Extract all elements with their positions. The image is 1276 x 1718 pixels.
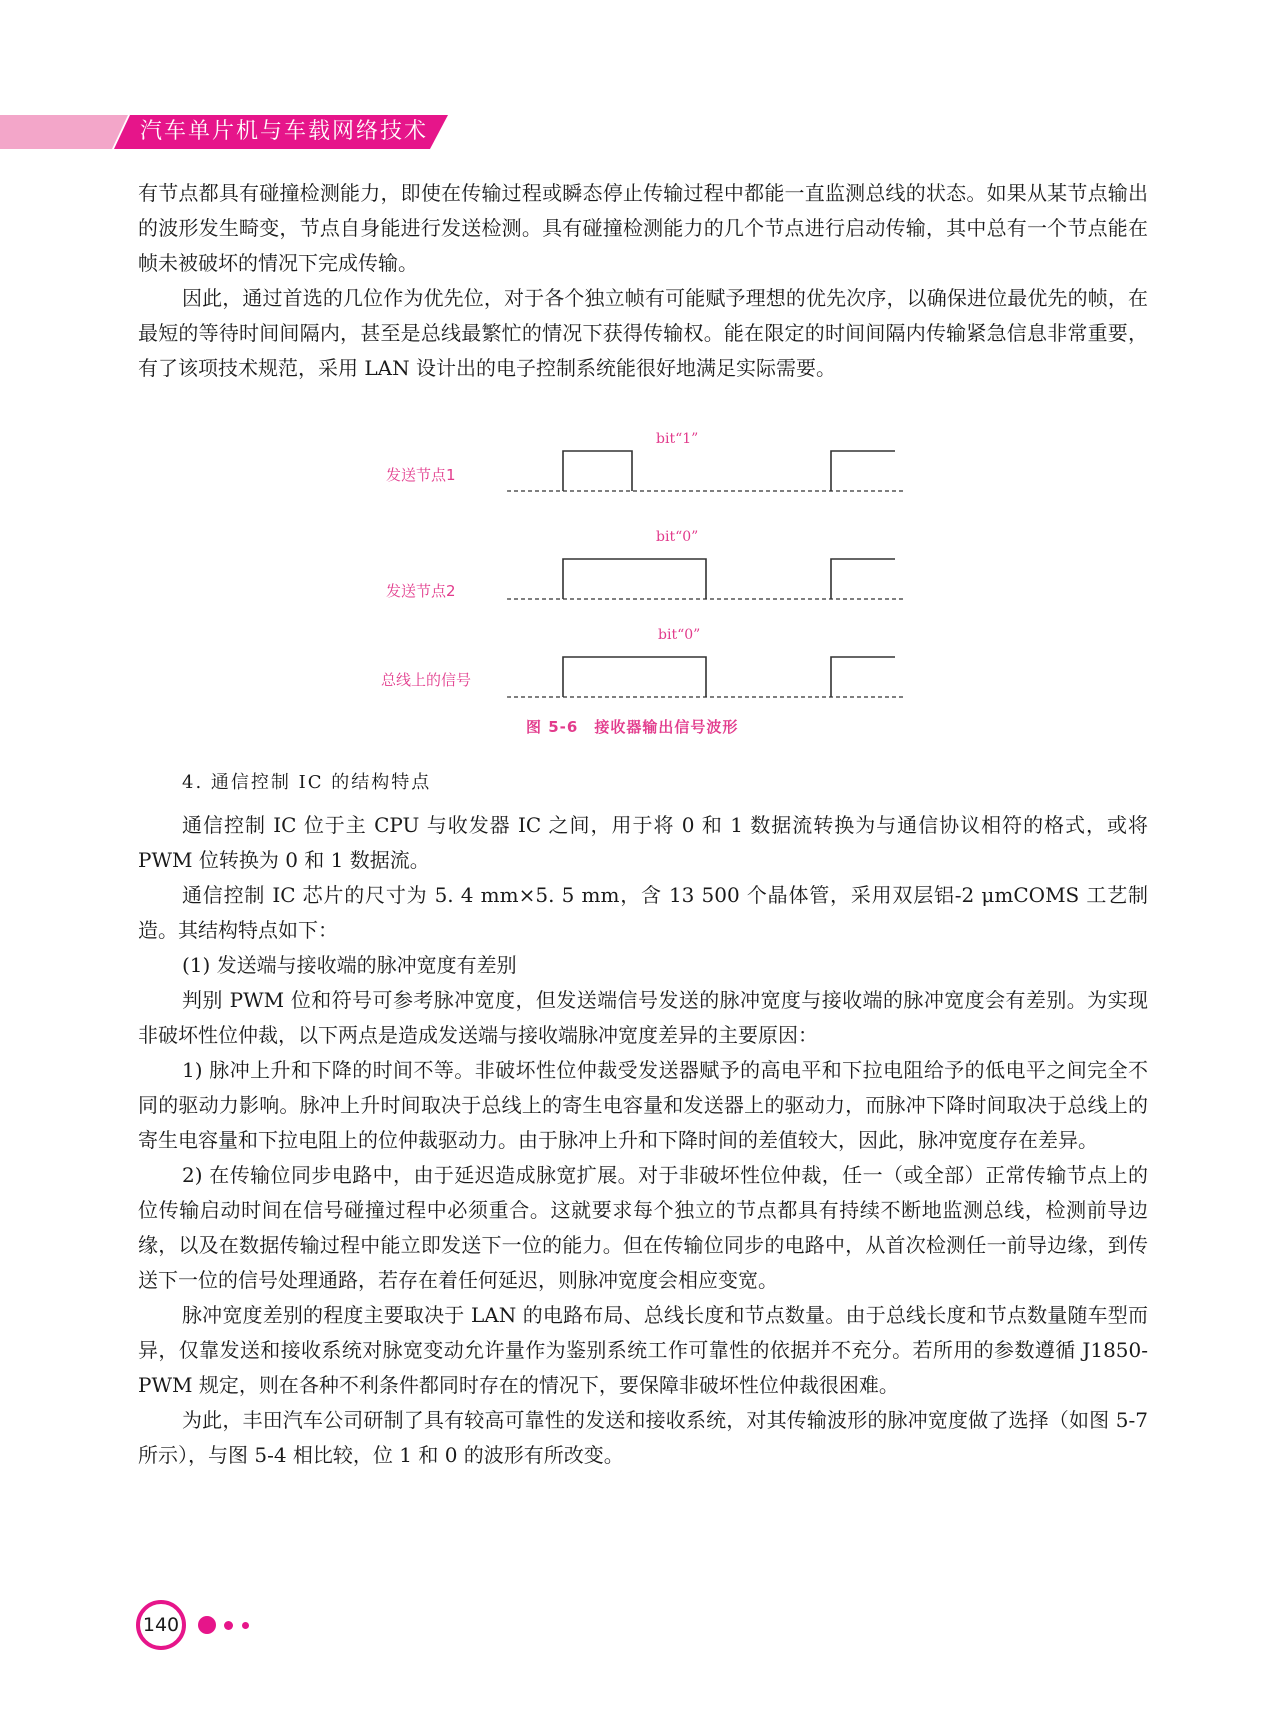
paragraph: 有节点都具有碰撞检测能力，即使在传输过程或瞬态停止传输过程中都能一直监测总线的状态。如果从某节点输出的波形发生畸变，节点自身能进行发送检测。具有碰撞检测能力的几个节点进行启动传输，其中总有一个节点能在帧未被破坏的情况下完成传输。 — [138, 181, 1148, 275]
bit-label-row3: bit“0” — [658, 627, 701, 643]
subheading: (1) 发送端与接收端的脉冲宽度有差别 — [182, 953, 517, 977]
figure-caption: 图 5-6 接收器输出信号波形 — [526, 718, 739, 736]
section-heading: 4. 通信控制 IC 的结构特点 — [182, 772, 432, 793]
paragraph: 判别 PWM 位和符号可参考脉冲宽度，但发送端信号发送的脉冲宽度与接收端的脉冲宽度会有差别。为实现非破坏性位仲裁，以下两点是造成发送端与接收端脉冲宽度差异的主要原因： — [138, 988, 1148, 1047]
decor-dot-large-icon — [198, 1616, 216, 1634]
pulse-bus-next — [831, 657, 895, 697]
pulse-node2-next — [831, 559, 895, 599]
pulse-bus-bit0 — [563, 657, 706, 697]
figure-5-6 — [370, 425, 930, 745]
bit-label-row1: bit“1” — [656, 431, 699, 447]
book-title: 汽车单片机与车载网络技术 — [140, 119, 429, 144]
paragraph: 为此，丰田汽车公司研制了具有较高可靠性的发送和接收系统，对其传输波形的脉冲宽度做了选择（如图 5-7 所示），与图 5-4 相比较，位 1 和 0 的波形有所改变。 — [138, 1408, 1148, 1467]
paragraph: 因此，通过首选的几位作为优先位，对于各个独立帧有可能赋予理想的优先次序，以确保进位最优先的帧，在最短的等待时间间隔内，甚至是总线最繁忙的情况下获得传输权。能在限定的时间间隔内传输紧急信息非常重要，有了该项技术规范，采用 LAN 设计出的电子控制系统能很好地满足实际需要。 — [138, 286, 1148, 380]
body-text-top — [138, 176, 1148, 386]
row-label-node1: 发送节点1 — [386, 466, 456, 484]
paragraph: 2) 在传输位同步电路中，由于延迟造成脉宽扩展。对于非破坏性位仲裁，任一（或全部）正常传输节点上的位传输启动时间在信号碰撞过程中必须重合。这就要求每个独立的节点都具有持续不断地监测总线，检测前导边缘，以及在数据传输过程中能立即发送下一位的能力。但在传输位同步的电路中，从首次检测任一前导边缘，到传送下一位的信号处理通路，若存在着任何延迟，则脉冲宽度会相应变宽。 — [138, 1163, 1148, 1292]
decor-dot-medium-icon — [224, 1621, 233, 1630]
row-label-node2: 发送节点2 — [386, 582, 456, 600]
page-footer — [136, 1600, 276, 1660]
pulse-node1-bit1 — [563, 451, 632, 491]
paragraph: 脉冲宽度差别的程度主要取决于 LAN 的电路布局、总线长度和节点数量。由于总线长度和节点数量随车型而异，仅靠发送和接收系统对脉宽变动允许量作为鉴别系统工作可靠性的依据并不充分。若所用的参数遵循 J1850-PWM 规定，则在各种不利条件都同时存在的情况下，要保障非破坏性位仲裁很困难。 — [138, 1303, 1148, 1397]
pulse-node2-bit0 — [563, 559, 706, 599]
paragraph: 1) 脉冲上升和下降的时间不等。非破坏性位仲裁受发送器赋予的高电平和下拉电阻给予的低电平之间完全不同的驱动力影响。脉冲上升时间取决于总线上的寄生电容量和发送器上的驱动力，而脉冲下降时间取决于总线上的寄生电容量和下拉电阻上的位仲裁驱动力。由于脉冲上升和下降时间的差值较大，因此，脉冲宽度存在差异。 — [138, 1058, 1148, 1152]
bit-label-row2: bit“0” — [656, 529, 699, 545]
pulse-node1-next — [831, 451, 895, 491]
paragraph: 通信控制 IC 位于主 CPU 与收发器 IC 之间，用于将 0 和 1 数据流转换为与通信协议相符的格式，或将 PWM 位转换为 0 和 1 数据流。 — [138, 813, 1148, 872]
row-label-bus: 总线上的信号 — [381, 671, 472, 689]
decor-dot-small-icon — [242, 1622, 249, 1629]
paragraph: 通信控制 IC 芯片的尺寸为 5. 4 mm×5. 5 mm，含 13 500 个晶体管，采用双层铝-2 μmCOMS 工艺制造。其结构特点如下： — [138, 883, 1148, 942]
body-text-bottom — [138, 808, 1148, 1473]
page-number: 140 — [142, 1614, 180, 1636]
